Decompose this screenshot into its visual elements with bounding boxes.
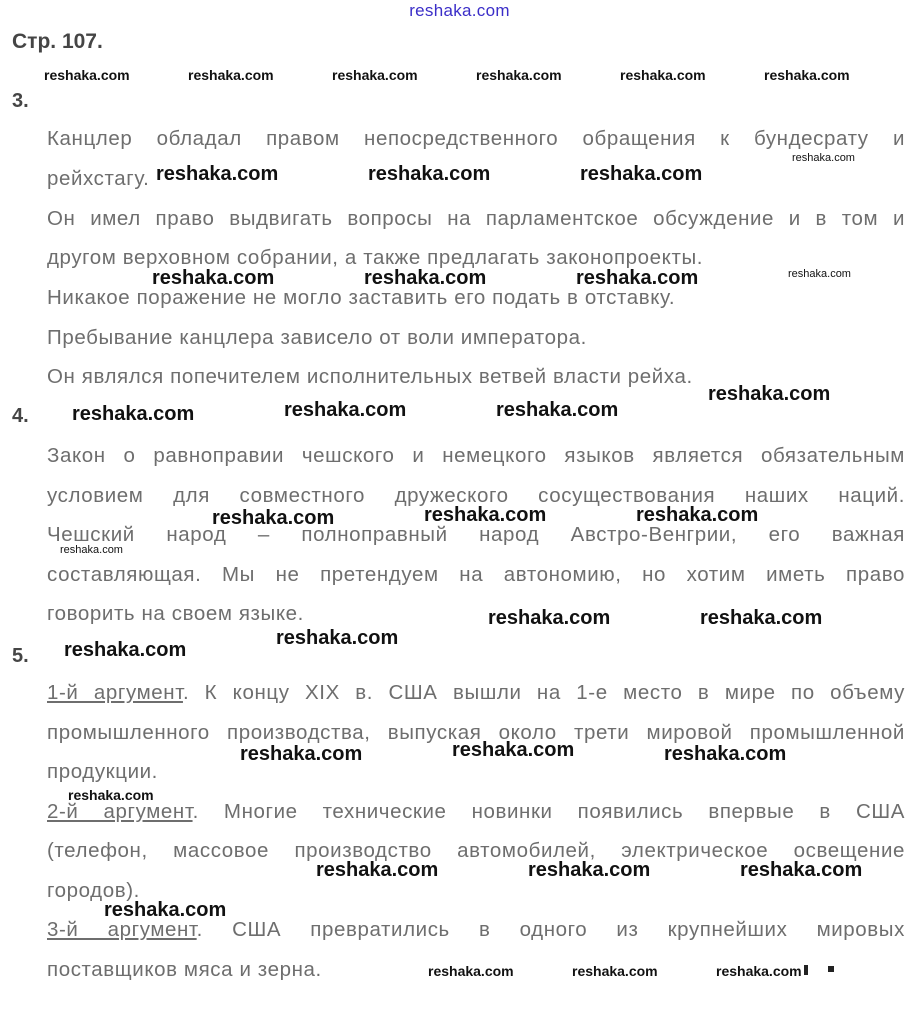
watermark: reshaka.com [452, 739, 575, 761]
watermark: reshaka.com [476, 67, 562, 83]
watermark: reshaka.com [240, 743, 363, 765]
watermark: reshaka.com [572, 963, 658, 979]
watermark: reshaka.com [104, 899, 227, 921]
watermark: reshaka.com [276, 627, 399, 649]
watermark: reshaka.com [764, 67, 850, 83]
argument-3-label: 3-й аргумент [47, 918, 197, 941]
watermark: reshaka.com [188, 67, 274, 83]
watermark: reshaka.com [424, 504, 547, 526]
argument-2-text: . Многие технические новинки появились впервые в США [192, 800, 906, 823]
argument-2-line-1 [47, 800, 905, 824]
watermark: reshaka.com [68, 787, 154, 803]
watermark: reshaka.com [716, 963, 802, 979]
watermark: reshaka.com [284, 399, 407, 421]
task-4-line-5: говорить на своем языке. [47, 602, 304, 625]
watermark: reshaka.com [740, 859, 863, 881]
watermark: reshaka.com [576, 267, 699, 289]
task-4-line-3: Чешский народ – полноправный народ Австро-Венгрии, его важная [47, 523, 905, 546]
watermark: reshaka.com [708, 383, 831, 405]
argument-1-label: 1-й аргумент [47, 681, 183, 704]
watermark: reshaka.com [488, 607, 611, 629]
watermark: reshaka.com [152, 267, 275, 289]
argument-3-text: . США превратились в одного из крупнейших мировых [196, 918, 905, 941]
watermark: reshaka.com [636, 504, 759, 526]
site-header-link[interactable]: reshaka.com [409, 1, 510, 20]
task-4-number: 4. [12, 405, 29, 427]
task-4-line-4: составляющая. Мы не претендуем на автономию, но хотим иметь право [47, 563, 905, 586]
watermark: reshaka.com [212, 507, 335, 529]
watermark: reshaka.com [44, 67, 130, 83]
watermark: reshaka.com [788, 268, 851, 280]
argument-1-line-1 [47, 681, 905, 705]
page-reference: Стр. 107. [12, 30, 103, 53]
decorative-mark [828, 966, 834, 972]
task-3-line-3: Он имел право выдвигать вопросы на парламентское обсуждение и в том и [47, 207, 905, 230]
argument-1-line-3: продукции. [47, 760, 158, 783]
task-3-line-1: Канцлер обладал правом непосредственного обращения к бундесрату и [47, 127, 905, 150]
task-3-line-6: Пребывание канцлера зависело от воли императора. [47, 326, 587, 349]
watermark: reshaka.com [700, 607, 823, 629]
task-4-line-2: условием для совместного дружеского сосуществования наших наций. [47, 484, 905, 507]
watermark: reshaka.com [620, 67, 706, 83]
watermark: reshaka.com [528, 859, 651, 881]
task-5-number: 5. [12, 645, 29, 667]
watermark: reshaka.com [368, 163, 491, 185]
watermark: reshaka.com [72, 403, 195, 425]
task-3-line-2: рейхстагу. [47, 167, 150, 190]
argument-1-text: . К концу XIX в. США вышли на 1-е место в мире по объему [182, 681, 905, 704]
watermark: reshaka.com [364, 267, 487, 289]
watermark: reshaka.com [60, 544, 123, 556]
watermark: reshaka.com [64, 639, 187, 661]
watermark: reshaka.com [428, 963, 514, 979]
argument-1-line-2: промышленного производства, выпуская около трети мировой промышленной [47, 721, 905, 744]
task-3-line-4: другом верховном собрании, а также предлагать законопроекты. [47, 246, 704, 269]
task-3-line-7: Он являлся попечителем исполнительных ветвей власти рейха. [47, 365, 693, 388]
watermark: reshaka.com [316, 859, 439, 881]
watermark: reshaka.com [156, 163, 279, 185]
watermark: reshaka.com [580, 163, 703, 185]
task-3-number: 3. [12, 90, 29, 112]
watermark: reshaka.com [332, 67, 418, 83]
argument-2-label: 2-й аргумент [47, 800, 193, 823]
argument-2-line-3: городов). [47, 879, 140, 902]
watermark: reshaka.com [664, 743, 787, 765]
watermark: reshaka.com [496, 399, 619, 421]
argument-3-line-2: поставщиков мяса и зерна. [47, 958, 322, 981]
argument-2-line-2: (телефон, массовое производство автомобилей, электрическое освещение [47, 839, 905, 862]
decorative-mark [804, 965, 808, 975]
watermark: reshaka.com [792, 152, 855, 164]
task-3-line-5: Никакое поражение не могло заставить его подать в отставку. [47, 286, 676, 309]
task-4-line-1: Закон о равноправии чешского и немецкого языков является обязательным [47, 444, 905, 467]
